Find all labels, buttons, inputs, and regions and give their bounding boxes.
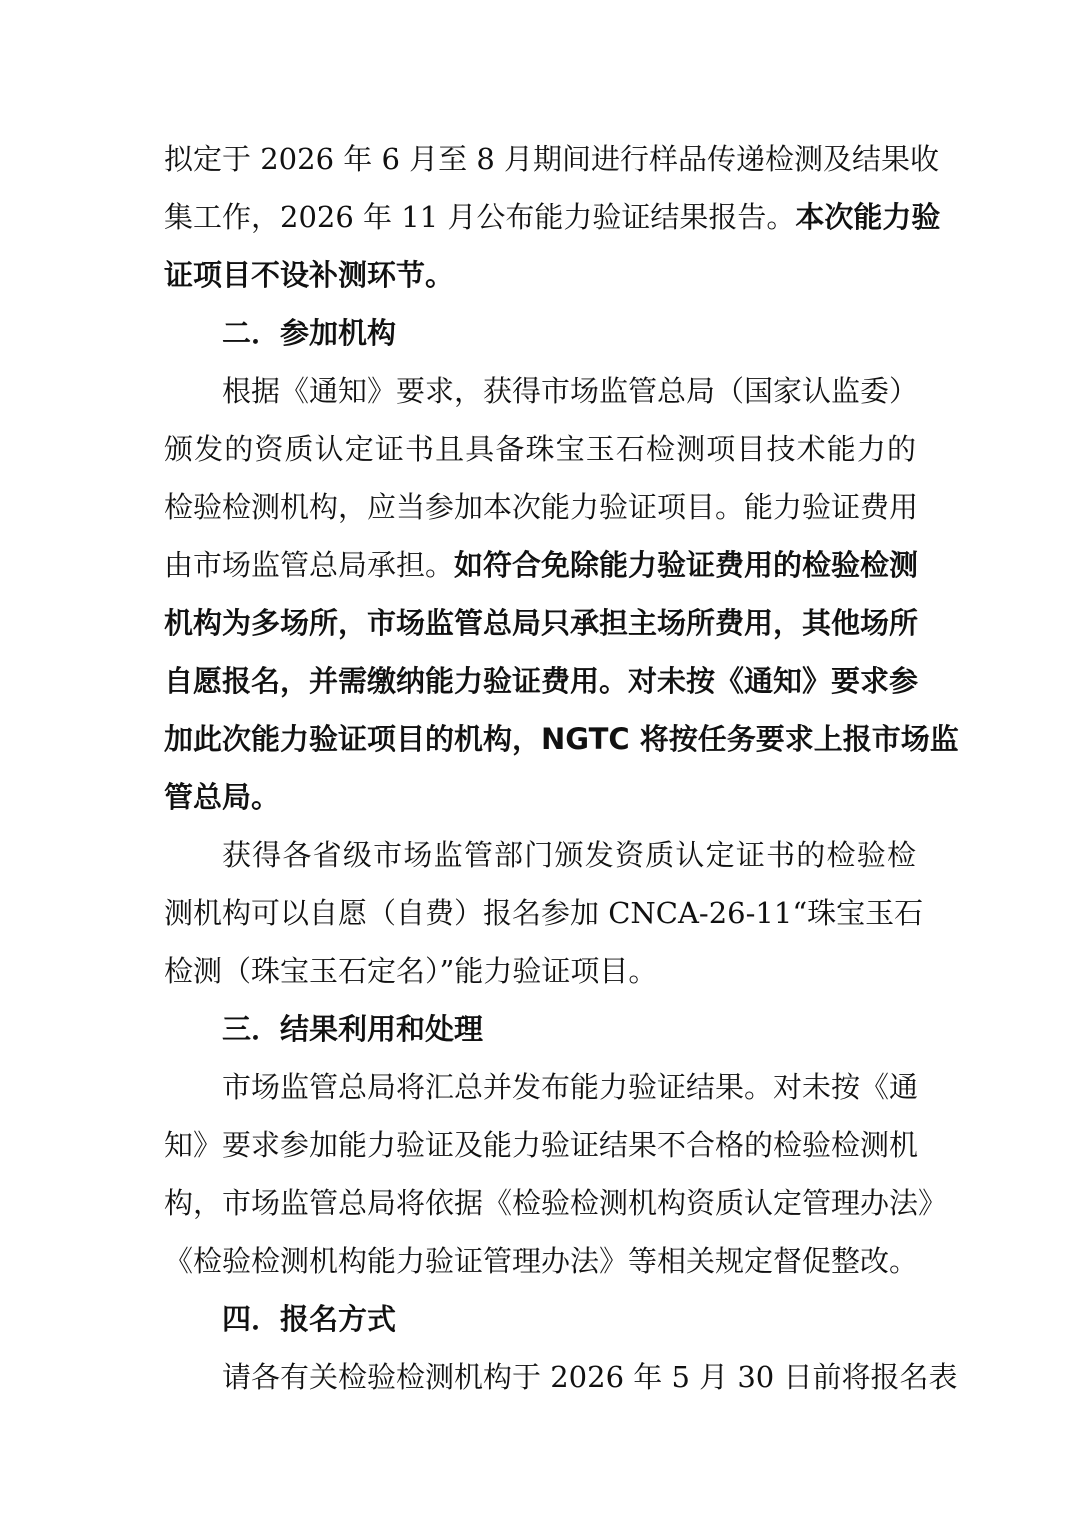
paragraph-registration: [164, 1348, 958, 1406]
text-line: [164, 188, 941, 246]
text-line: 根据《通知》要求，获得市场监管总局（国家认监委）: [222, 374, 919, 408]
section-heading-registration: 四．报名方式: [222, 1302, 397, 1336]
text-span: 由市场监管总局承担。: [164, 548, 455, 582]
text-line: 构，市场监管总局将依据《检验检测机构资质认定管理办法》: [164, 1186, 948, 1220]
text-line: 颁发的资质认定证书且具备珠宝玉石检测项目技术能力的: [164, 432, 916, 466]
bold-text-span: 如符合免除能力验证费用的检验检测: [454, 548, 919, 582]
text-span: 集工作，2026 年 11 月公布能力验证结果报告。: [164, 200, 796, 234]
text-line: 管总局。: [164, 780, 281, 814]
bold-text-span: 本次能力验: [795, 200, 941, 234]
text-line: 证项目不设补测环节。: [164, 258, 455, 292]
text-line: 获得各省级市场监管部门颁发资质认定证书的检验检: [222, 838, 916, 872]
text-line: 检验检测机构，应当参加本次能力验证项目。能力验证费用: [164, 490, 919, 524]
text-line: 知》要求参加能力验证及能力验证结果不合格的检验检测机: [164, 1128, 919, 1162]
text-line: 检测（珠宝玉石定名）”能力验证项目。: [164, 954, 658, 988]
paragraph-voluntary: [164, 826, 924, 1000]
text-line: 请各有关检验检测机构于 2026 年 5 月 30 日前将报名表: [222, 1360, 958, 1394]
text-line: 加此次能力验证项目的机构，NGTC 将按任务要求上报市场监: [164, 722, 959, 756]
text-line: 市场监管总局将汇总并发布能力验证结果。对未按《通: [222, 1070, 919, 1104]
section-heading-participants: 二．参加机构: [222, 316, 397, 350]
text-line: [164, 536, 919, 594]
paragraph-participants: [164, 362, 959, 826]
text-line: 拟定于 2026 年 6 月至 8 月期间进行样品传递检测及结果收: [164, 142, 940, 176]
paragraph-schedule: [164, 130, 941, 304]
text-line: 自愿报名，并需缴纳能力验证费用。对未按《通知》要求参: [164, 664, 919, 698]
text-line: 机构为多场所，市场监管总局只承担主场所费用，其他场所: [164, 606, 919, 640]
document-page: [164, 130, 959, 1406]
text-line: 测机构可以自愿（自费）报名参加 CNCA-26-11“珠宝玉石: [164, 896, 924, 930]
text-line: 《检验检测机构能力验证管理办法》等相关规定督促整改。: [164, 1244, 919, 1278]
section-heading-results: 三．结果利用和处理: [222, 1012, 484, 1046]
paragraph-results: [164, 1058, 948, 1290]
